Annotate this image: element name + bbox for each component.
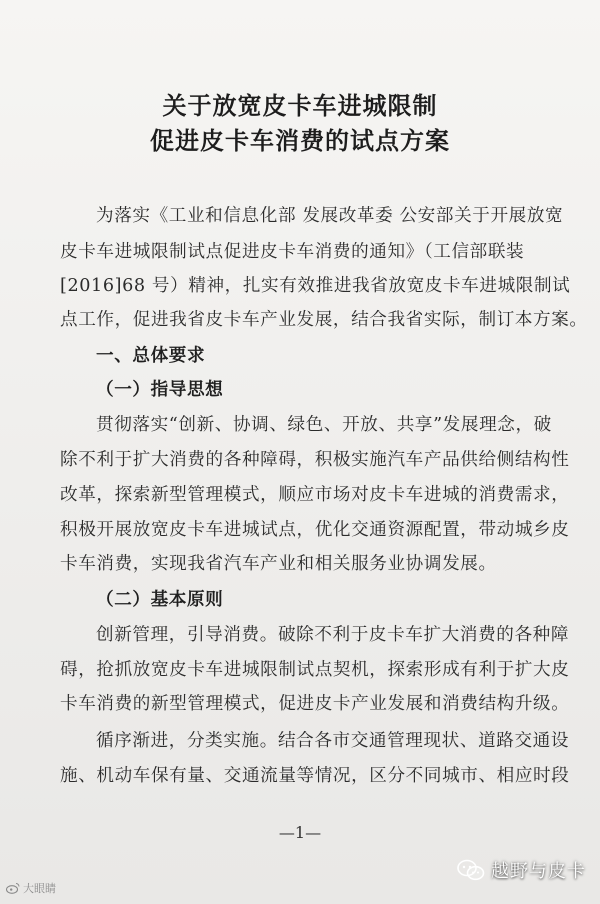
body-line: 积极开展放宽皮卡车进城试点，优化交通资源配置，带动城乡皮: [60, 520, 570, 540]
doc-title-line-1: 关于放宽皮卡车进城限制: [162, 91, 438, 120]
body-line: [2016]68 号）精神，扎实有效推进我省放宽皮卡车进城限制试: [60, 276, 571, 296]
body-line: 皮卡车进城限制试点促进皮卡车消费的通知》（工信部联装: [60, 242, 525, 262]
body-line: 改革，探索新型管理模式，顺应市场对皮卡车进城的消费需求，: [60, 485, 570, 505]
watermark-right: [457, 857, 586, 883]
watermark-left-text: 大眼睛: [23, 882, 56, 895]
page-number: —1—: [278, 823, 322, 842]
body-line: 为落实《工业和信息化部 发展改革委 公安部关于开展放宽: [96, 206, 564, 226]
watermark-left: [6, 880, 56, 896]
body-line: 施、机动车保有量、交通流量等情况，区分不同城市、相应时段: [60, 766, 570, 786]
body-line: 循序渐进，分类实施。结合各市交通管理现状、道路交通设: [96, 731, 570, 751]
subsection-heading: （二）基本原则: [96, 589, 224, 610]
watermark-right-text: 越野与皮卡: [491, 861, 586, 882]
body-line: 点工作，促进我省皮卡车产业发展，结合我省实际，制订本方案。: [60, 310, 588, 330]
body-line: 卡车消费，实现我省汽车产业和相关服务业协调发展。: [60, 554, 497, 574]
body-line: 碍，抢抓放宽皮卡车进城限制试点契机，探索形成有利于扩大皮: [60, 660, 570, 680]
body-line: 卡车消费的新型管理模式，促进皮卡产业发展和消费结构升级。: [60, 694, 570, 714]
body-line: 除不利于扩大消费的各种障碍，积极实施汽车产品供给侧结构性: [60, 450, 570, 470]
body-line: 创新管理，引导消费。破除不利于皮卡车扩大消费的各种障: [96, 625, 570, 645]
subsection-heading: （一）指导思想: [96, 379, 224, 400]
doc-title-line-2: 促进皮卡车消费的试点方案: [150, 126, 450, 155]
wechat-icon: [457, 859, 485, 881]
weibo-icon: [6, 882, 20, 894]
section-heading: 一、总体要求: [96, 345, 206, 366]
body-line: 贯彻落实“创新、协调、绿色、开放、共享”发展理念，破: [96, 415, 552, 435]
